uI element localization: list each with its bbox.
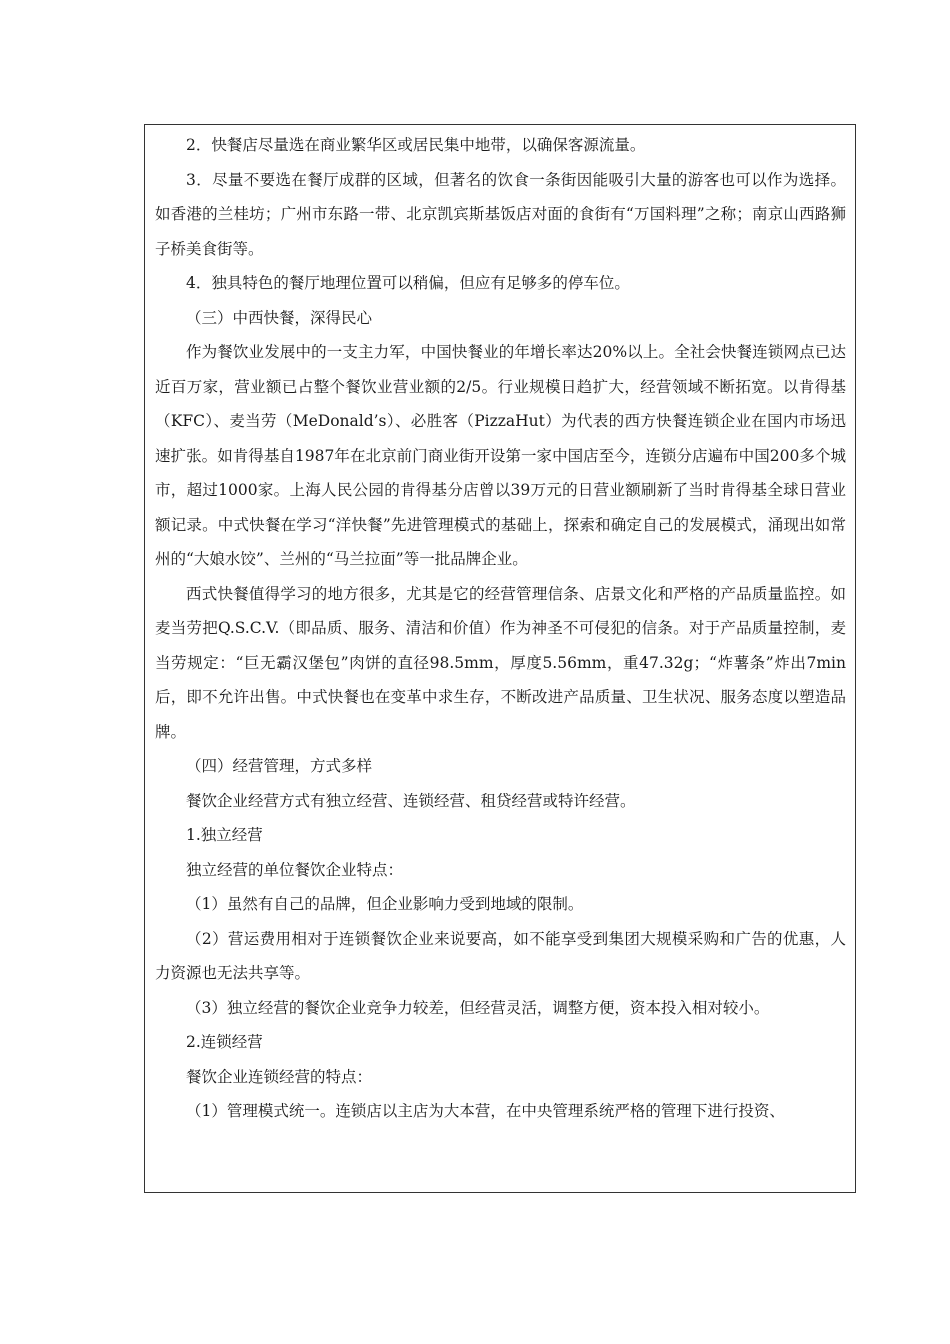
list-item-chain-1: （1）管理模式统一。连锁店以主店为大本营，在中央管理系统严格的管理下进行投资、 [186, 1102, 785, 1120]
paragraph-independent-intro: 独立经营的单位餐饮企业特点： [186, 860, 404, 879]
paragraph-fast-food-industry: 作为餐饮业发展中的一支主力军，中国快餐业的年增长率达20%以上。全社会快餐连锁网点已达近百万家，营业额已占整个餐饮业营业额的2/5。行业规模日趋扩大，经营领域不断拓宽。以肯得基（KFC）、麦当劳（MeDonald’s）、必胜客（PizzaHut）为代表的西方快餐连锁企业在国内市场迅速扩张。如肯得基自1987年在北京前门商业街开设第一家中国店至今，连锁分店遍布中国200多个城市，超过1000家。上海人民公园的肯得基分店曾以39万元的日营业额刷新了当时肯得基全球日营业额记录。中式快餐在学习“洋快餐”先进管理模式的基础上，探索和确定自己的发展模式，涌现出如常州的“大娘水饺”、兰州的“马兰拉面”等一批品牌企业。 [155, 343, 846, 568]
section-heading-fast-food: （三）中西快餐，深得民心 [186, 308, 373, 327]
paragraph-site-commercial: 2．快餐店尽量选在商业繁华区或居民集中地带，以确保客源流量。 [186, 136, 646, 154]
list-item-independent-3: （3）独立经营的餐饮企业竞争力较差，但经营灵活，调整方便，资本投入相对较小。 [186, 998, 770, 1017]
document-frame [144, 124, 856, 1193]
paragraph-chain-intro: 餐饮企业连锁经营的特点： [186, 1067, 373, 1086]
subheading-independent: 1.独立经营 [186, 826, 263, 844]
document-body [145, 125, 855, 1129]
list-item-independent-1: （1）虽然有自己的品牌，但企业影响力受到地域的限制。 [186, 895, 584, 913]
paragraph-site-food-street: 3．尽量不要选在餐厅成群的区域，但著名的饮食一条街因能吸引大量的游客也可以作为选择。如香港的兰桂坊；广州市东路一带、北京凯宾斯基饭店对面的食街有“万国料理”之称；南京山西路狮子桥美食街等。 [155, 170, 846, 258]
section-heading-management: （四）经营管理，方式多样 [186, 757, 373, 775]
paragraph-operation-modes: 餐饮企业经营方式有独立经营、连锁经营、租贷经营或特许经营。 [186, 791, 636, 810]
subheading-chain: 2.连锁经营 [186, 1033, 263, 1051]
paragraph-western-fast-food: 西式快餐值得学习的地方很多，尤其是它的经营管理信条、店景文化和严格的产品质量监控。如麦当劳把Q.S.C.V.（即品质、服务、清洁和价值）作为神圣不可侵犯的信条。对于产品质量控制，麦当劳规定：“巨无霸汉堡包”肉饼的直径98.5mm，厚度5.56mm，重47.32g；“炸薯条”炸出7min后，即不允许出售。中式快餐也在变革中求生存，不断改进产品质量、卫生状况、服务态度以塑造品牌。 [155, 584, 846, 741]
list-item-independent-2: （2）营运费用相对于连锁餐饮企业来说要高，如不能享受到集团大规模采购和广告的优惠，人力资源也无法共享等。 [155, 929, 846, 982]
paragraph-site-parking: 4．独具特色的餐厅地理位置可以稍偏，但应有足够多的停车位。 [186, 274, 630, 292]
